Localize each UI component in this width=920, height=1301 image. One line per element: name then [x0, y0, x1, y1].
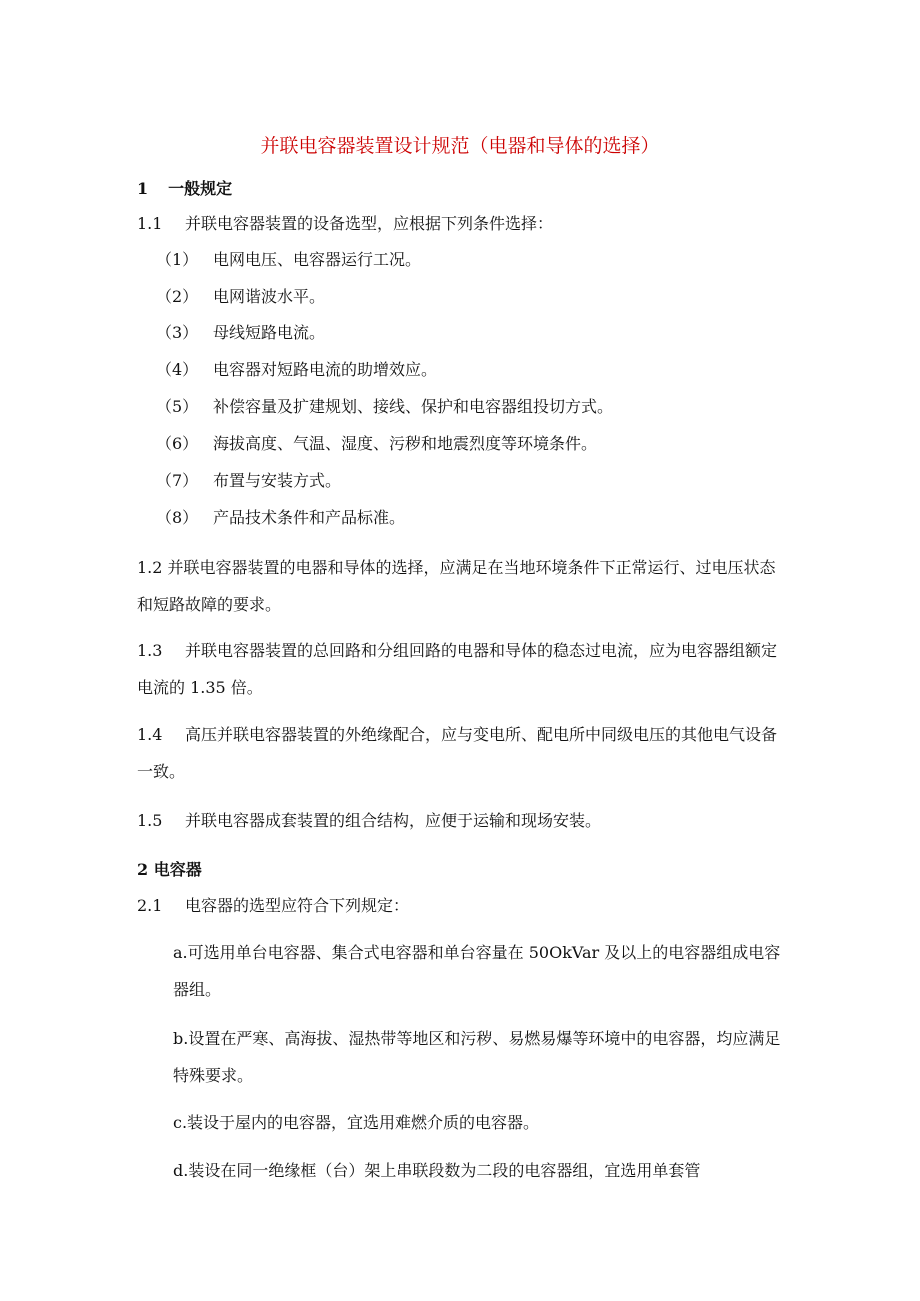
clause-text: 并联电容器装置的总回路和分组回路的电器和导体的稳态过电流，应为电容器组额定电流的 1.35 倍。: [137, 641, 778, 697]
list-item: [156, 323, 325, 343]
list-item: [156, 250, 421, 270]
clause-number: 2.1: [137, 896, 163, 915]
clause-1-2: 1.2 并联电容器装置的电器和导体的选择，应满足在当地环境条件下正常运行、过电压状态和短路故障的要求。: [137, 558, 776, 614]
clause-number: 1.5: [137, 811, 163, 830]
clause-text: 并联电容器成套装置的组合结构，应便于运输和现场安装。: [185, 811, 602, 830]
list-item: [156, 508, 405, 528]
list-item-number: （8）: [156, 508, 199, 527]
list-item: [156, 471, 341, 491]
sub-item-text: b.设置在严寒、高海拔、湿热带等地区和污秽、易燃易爆等环境中的电容器，均应满足特殊要求。: [173, 1029, 781, 1085]
clause-text: 并联电容器装置的设备选型，应根据下列条件选择：: [185, 214, 554, 233]
clause-1-3: [137, 632, 787, 706]
list-item-number: （4）: [156, 360, 199, 379]
list-item: [156, 360, 437, 380]
clause-number: 1.3: [137, 641, 163, 660]
list-item-text: 电网谐波水平。: [213, 287, 326, 306]
list-item-text: 母线短路电流。: [213, 323, 326, 342]
list-item-number: （1）: [156, 250, 199, 269]
list-item-text: 布置与安装方式。: [213, 471, 342, 490]
sub-item-a: [137, 934, 789, 1008]
section-2-heading: 2 电容器: [137, 860, 202, 879]
clause-text: 电容器的选型应符合下列规定：: [185, 896, 410, 915]
sub-item-text: a.可选用单台电容器、集合式电容器和单台容量在 50OkVar 及以上的电容器组成电容器组。: [173, 943, 781, 999]
clause-text: 高压并联电容器装置的外绝缘配合，应与变电所、配电所中同级电压的其他电气设备一致。: [137, 725, 778, 781]
clause-number: 1.4: [137, 725, 163, 744]
list-item-text: 电容器对短路电流的助增效应。: [213, 360, 438, 379]
sub-item-b: [137, 1020, 789, 1094]
list-item: [156, 434, 597, 454]
sub-item-text: d.装设在同一绝缘框（台）架上串联段数为二段的电容器组，宜选用单套管: [173, 1161, 701, 1180]
clause-1-4: [137, 716, 787, 790]
list-item-number: （7）: [156, 471, 199, 490]
section-1-number: 1: [137, 179, 149, 198]
list-item-number: （5）: [156, 397, 199, 416]
list-item: [156, 287, 325, 307]
list-item: [156, 397, 613, 417]
list-item-text: 产品技术条件和产品标准。: [213, 508, 406, 527]
clause-number: 1.1: [137, 214, 163, 233]
sub-item-d: [137, 1152, 789, 1189]
list-item-text: 电网电压、电容器运行工况。: [213, 250, 422, 269]
sub-item-c: [137, 1104, 789, 1141]
sub-item-text: c.装设于屋内的电容器，宜选用难燃介质的电容器。: [173, 1113, 540, 1132]
list-item-text: 补偿容量及扩建规划、接线、保护和电容器组投切方式。: [213, 397, 614, 416]
list-item-text: 海拔高度、气温、湿度、污秽和地震烈度等环境条件。: [213, 434, 598, 453]
clause-2-1: [137, 896, 409, 916]
list-item-number: （6）: [156, 434, 199, 453]
list-item-number: （3）: [156, 323, 199, 342]
section-1-title: 一般规定: [168, 179, 233, 198]
section-1-heading: [137, 176, 232, 199]
list-item-number: （2）: [156, 287, 199, 306]
clause-1-1: [137, 214, 553, 234]
document-title: 并联电容器装置设计规范（电器和导体的选择）: [260, 135, 660, 157]
clause-1-5: [137, 811, 601, 831]
